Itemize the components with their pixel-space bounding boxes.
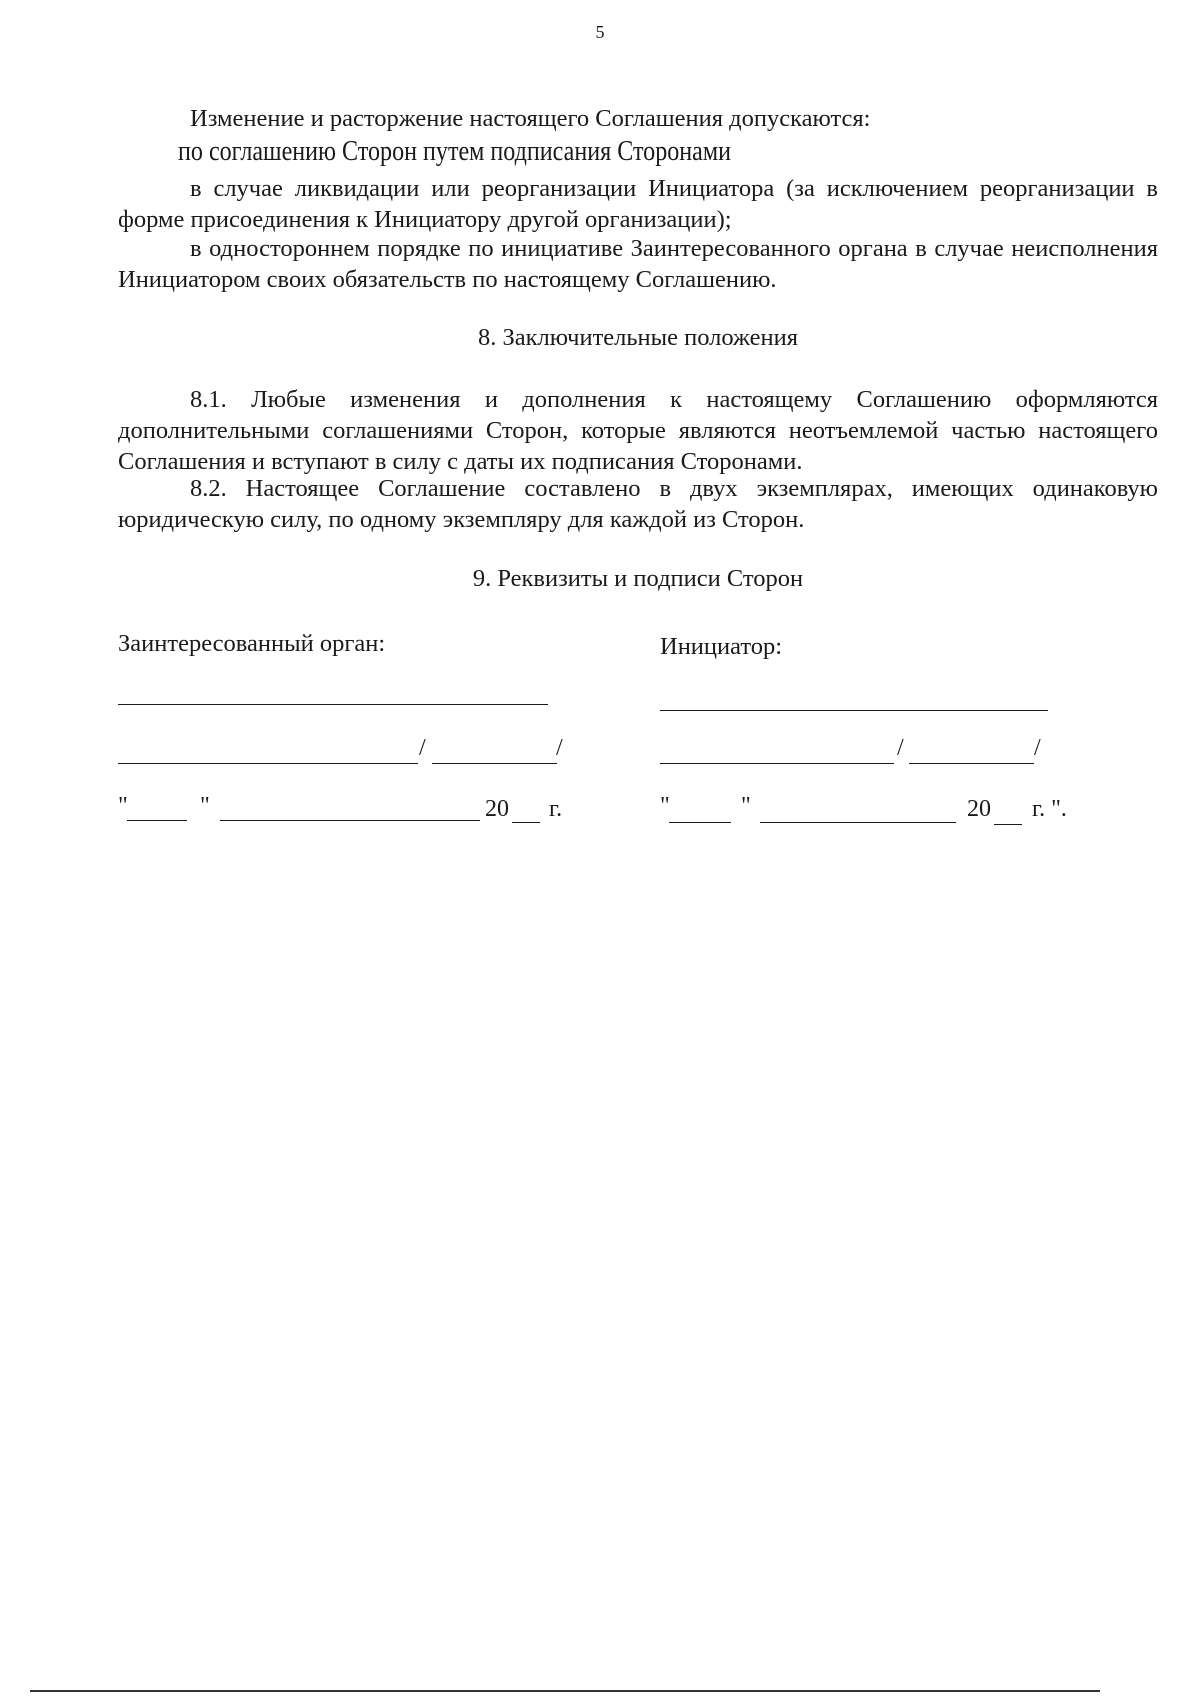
right-slash-2: / xyxy=(1034,735,1041,761)
left-slash-1: / xyxy=(419,735,426,761)
section7-intro: Изменение и расторжение настоящего Соглашения допускаются: xyxy=(190,105,871,132)
left-party-label: Заинтересованный орган: xyxy=(118,630,386,657)
left-decoding-line xyxy=(432,763,557,764)
right-name-line xyxy=(660,710,1048,711)
section8-paragraph-2: 8.2. Настоящее Соглашение составлено в двух экземплярах, имеющих одинаковую юридическую силу, по одному экземпляру для каждой из Сторон. xyxy=(118,475,1158,533)
section9-heading: 9. Реквизиты и подписи Сторон xyxy=(472,565,804,592)
left-year-line xyxy=(512,822,540,823)
scan-bottom-edge xyxy=(30,1690,1100,1692)
left-month-line xyxy=(220,820,480,821)
left-signature-line xyxy=(118,763,418,764)
right-year-line xyxy=(994,824,1022,825)
page-number: 5 xyxy=(595,22,605,42)
left-slash-2: / xyxy=(556,735,563,761)
section7-item-unilateral: в одностороннем порядке по инициативе Заинтересованного органа в случае неисполнения Инициатором своих обязательств по настоящему Соглашению. xyxy=(118,235,1158,293)
section8-heading: 8. Заключительные положения xyxy=(477,324,798,351)
section8-paragraph-1: 8.1. Любые изменения и дополнения к настоящему Соглашению оформляются дополнительными соглашениями Сторон, которые являются неотъемлемой частью настоящего Соглашения и вступают в силу с даты их подписания Сторонами. xyxy=(118,386,1158,475)
left-quote-open: " xyxy=(118,793,128,819)
right-party-label: Инициатор: xyxy=(660,633,783,660)
left-quote-close: " xyxy=(200,793,210,819)
left-year-suffix: г. xyxy=(549,796,563,822)
left-name-line xyxy=(118,704,548,705)
right-quote-open: " xyxy=(660,793,670,819)
left-year-prefix: 20 xyxy=(485,796,509,822)
right-year-prefix: 20 xyxy=(967,796,991,822)
right-month-line xyxy=(760,822,956,823)
right-year-suffix: г. ". xyxy=(1032,796,1067,822)
section7-item-agreement: по соглашению Сторон путем подписания Сторонами xyxy=(178,136,731,167)
right-slash-1: / xyxy=(897,735,904,761)
right-day-line xyxy=(669,822,731,823)
section7-item-liquidation: в случае ликвидации или реорганизации Инициатора (за исключением реорганизации в форме присоединения к Инициатору другой организации); xyxy=(118,175,1158,233)
right-signature-line xyxy=(660,763,894,764)
right-decoding-line xyxy=(909,763,1034,764)
right-quote-close: " xyxy=(741,793,751,819)
left-day-line xyxy=(127,820,187,821)
